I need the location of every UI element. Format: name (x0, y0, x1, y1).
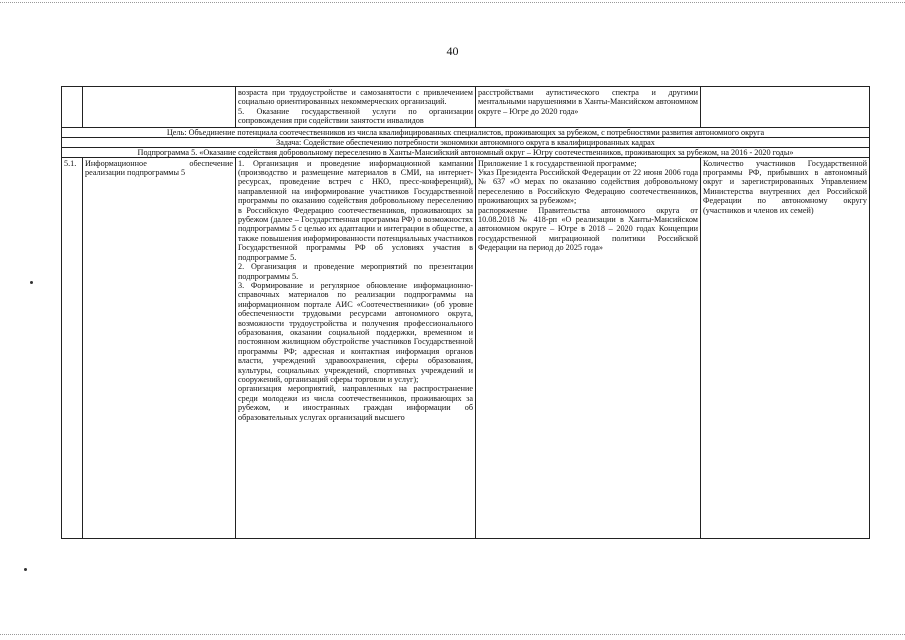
cell-documents-continued: расстройствами аутистического спектра и другими ментальными нарушениями в Ханты-Мансийском автономном округе – Югре до 2020 года» (476, 87, 701, 128)
top-edge-line (0, 2, 905, 3)
cell-measures-continued: возраста при трудоустройстве и самозанятости с привлечением социально ориентированных некоммерческих организаций. 5. Оказание государственной услуги по организации сопровождения при содействии занятости инвалидов (236, 87, 476, 128)
table-row-goal (62, 127, 870, 137)
task-text: Задача: Содействие обеспечению потребности экономики автономного округа в квалифицированных кадрах (62, 137, 870, 147)
table-row-continuation (62, 87, 870, 128)
cell-name-empty (83, 87, 236, 128)
program-table (61, 86, 870, 539)
row-measures: 1. Организация и проведение информационной кампании (производство и размещение материалов в СМИ, на интернет-ресурсах, проведение встреч с НКО, пресс-конференций), направленной на информирование участников Государственной программы по оказанию содействия добровольному переселению в Российскую Федерацию соотечественников, проживающих за рубежом (далее – Государственная программа РФ) о возможностях подпрограммы 5 с целью их адаптации и интеграции в обществе, а также повышения информированности потенциальных участников Государственной программы РФ об условиях участия в подпрограмме 5. 2. Организация и проведение мероприятий по презентации подпрограммы 5. 3. Формирование и регулярное обновление информационно-справочных материалов по реализации подпрограммы на информационном портале АИС «Соотечественники» (об уровне обеспеченности трудовыми ресурсами автономного округа, возможности трудоустройства и получения профессионального образования, оказании социальной поддержки, временном и постоянном жилищном обустройстве участников Государственной программы РФ; адресная и контактная информация органов власти, учреждений здравоохранения, сферы образования, культуры, социальных учреждений, спортивных учреждений и сооружений, организаций сферы торговли и услуг); организация мероприятий, направленных на распространение среди молодежи из числа соотечественников, проживающих за рубежом, и иностранных граждан информации об образовательных услугах организаций высшего (236, 157, 476, 538)
table-row-5-1 (62, 157, 870, 538)
cell-number-empty (62, 87, 83, 128)
page-number: 40 (446, 44, 459, 58)
scan-speck (30, 281, 33, 284)
goal-text: Цель: Объединение потенциала соотечественников из числа квалифицированных специалистов, проживающих за рубежом, с потребностями развития автономного округа (62, 127, 870, 137)
row-number: 5.1. (62, 157, 83, 538)
subprogram-text: Подпрограмма 5. «Оказание содействия добровольному переселению в Ханты-Мансийский автономный округ – Югру соотечественников, проживающих за рубежом, на 2016 - 2020 годы» (62, 147, 870, 157)
row-documents: Приложение 1 к государственной программе; Указ Президента Российской Федерации от 22 июня 2006 года № 637 «О мерах по оказанию содействия добровольному переселению в Российскую Федерацию соотечественников, проживающих за рубежом»; распоряжение Правительства автономного округа от 10.08.2018 № 418-рп «О реализации в Ханты-Мансийском автономном округе – Югре в 2018 – 2020 годах Концепции государственной миграционной политики Российской Федерации на период до 2025 года» (476, 157, 701, 538)
bottom-edge-line (0, 634, 905, 635)
cell-indicator-empty (701, 87, 870, 128)
table-row-subprogram (62, 147, 870, 157)
row-indicator: Количество участников Государственной программы РФ, прибывших в автономный округ и зарегистрированных Управлением Министерства внутренних дел Российской Федерации по автономному округу (участников и членов их семей) (701, 157, 870, 538)
row-name: Информационное обеспечение реализации подпрограммы 5 (83, 157, 236, 538)
scan-speck (24, 568, 27, 571)
table-row-task (62, 137, 870, 147)
